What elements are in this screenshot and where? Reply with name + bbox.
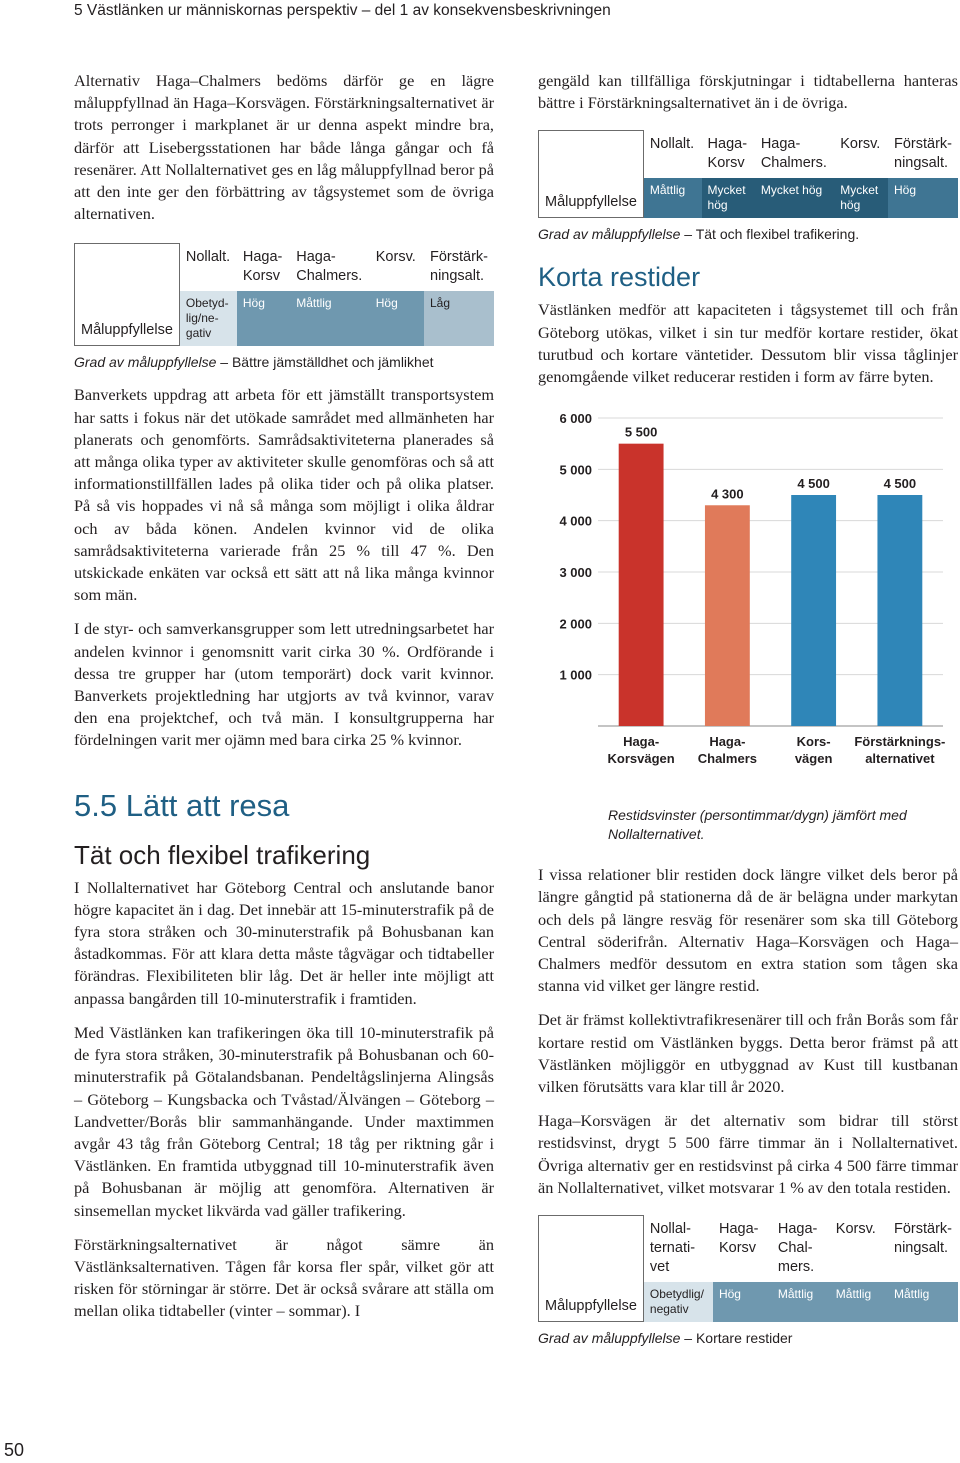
table-caption: Grad av måluppfyllelse – Bättre jämställdhet och jämlikhet: [74, 354, 434, 371]
table-header: Haga- Chalmers.: [760, 136, 827, 172]
paragraph-forstarkning: Förstärkningsalternativet är något sämre än Västlänksalternativen. Tågen får korsa fler spår, vilket gör att risken för störningar är större. Det är också svårare att ställa om mellan olika tidtabeller (vinter – sommar). I: [74, 1234, 494, 1321]
bar: [791, 495, 836, 726]
table-cell: Mycket hög: [834, 178, 888, 218]
paragraph-restider: Västlänken medför att kapaciteten i tågsystemet till och från Göteborg utökas, vilket i sin tur medför kortare restider, ökat turutbud och kortare väntetider. Dessutom blir vissa tåglinjer genomgående vilket reducerar restiden i form av färre byten.: [538, 300, 958, 387]
table-cell: Obetyd- lig/ne- gativ: [180, 291, 237, 346]
bar: [705, 505, 750, 726]
table-header: Förstärk- ningsalt.: [430, 249, 488, 285]
paragraph-capacity: I Nollalternativet har Göteborg Central och anslutande banor högre kapacitet än i dag. Det innebär att 15-minuterstrafik på de fyra stora stråken och 30-minuterstrafik på Bohusbanan kan åstadkommas. För att klara detta måste tågvägar och tidtabeller förändras. Flexibiliteten blir låg. Det är heller inte möjligt att anpassa bangården till 10-minuterstrafik i framtiden.: [74, 877, 494, 1008]
table-header: Haga- Korsv: [707, 136, 748, 172]
top-paragraph: gengäld kan tillfälliga förskjutningar i tidtabellerna hanteras bättre i Förstärkningsalternativet än i de övriga.: [538, 71, 958, 113]
left-column: [74, 70, 494, 1323]
page-number: 50: [4, 1440, 25, 1460]
table-caption: Grad av måluppfyllelse – Tät och flexibel trafikering.: [538, 226, 860, 243]
table-caption: Grad av måluppfyllelse – Kortare restider: [538, 1330, 793, 1347]
table-cell: Måttlig: [290, 291, 370, 346]
table-header: Korsv.: [840, 136, 881, 153]
goal-table-travel-time: [538, 1215, 958, 1322]
paragraph-relations: I vissa relationer blir restiden dock längre vilket dels beror på längre gångtid på stationerna då de är belägna under markytan och dels på längre resväg för resenärer som ska till Göteborg Central söderifrån. Alternativ Haga–Korsvägen och Haga–Chalmers medför dessutom en extra station som tågen ska stanna vid vilket ger längre restid.: [538, 865, 958, 996]
y-tick-label: 6 000: [559, 411, 592, 427]
table-header: Korsv.: [375, 249, 416, 266]
table-cell: Hög: [888, 178, 958, 218]
table-header: Haga- Korsv: [242, 249, 283, 285]
x-tick-label: Haga-Chalmers: [697, 734, 757, 767]
table-cell: Obetydlig/ negativ: [644, 1282, 713, 1322]
table-header: Nollal- ternati- vet: [649, 1221, 696, 1276]
paragraph-haga: Haga–Korsvägen är det alternativ som bidrar till störst restidsvinst, drygt 5 500 färre timmar än i Nollalternativet. Övriga alternativ ger en restidsvinst på cirka 4 500 färre timmar än Nollalternativet, vilket motsvarar 1 % av den totala restiden.: [538, 1111, 958, 1197]
paragraph-equality: Banverkets uppdrag att arbeta för ett jämställt transportsystem har satts i fokus när det utökade samrådet med allmänheten har planerats och genomförts. Samrådsaktiviteterna planerades så att många olika typer av aktiviteter skulle genomföras och så att informationstillfällen lades på olika tider och på olika platser. På så vis hoppades vi nå så många som möjligt i olika åldrar och av båda könen. Andelen kvinnor vid de olika samrådsaktiviteterna varierade från 25 % till 47 %. Den utskickade enkäten var också ett sätt att nå lika många kvinnor som män.: [74, 385, 494, 605]
x-tick-label: Förstärknings-alternativet: [854, 734, 946, 767]
table-header: Förstärk- ningsalt.: [894, 136, 952, 172]
paragraph-boras: Det är främst kollektivtrafikresenärer till och från Borås som får kortare restid om Västlänken byggs. Detta beror främst på att Västlänken möjliggör en utbyggnad av Kust till kustbanan vilken förutsätts vara klar till år 2020.: [538, 1010, 958, 1097]
bar: [619, 444, 664, 726]
table-cell: Mycket hög: [755, 178, 834, 218]
bar: [877, 495, 922, 726]
table-row-label: Måluppfyllelse: [74, 243, 180, 346]
table-row-label: Måluppfyllelse: [538, 1215, 644, 1322]
table-cell: Hög: [370, 291, 424, 346]
table-cell: Låg: [424, 291, 494, 346]
subheading: Tät och flexibel trafikering: [74, 839, 371, 870]
data-label: 4 300: [711, 486, 744, 502]
x-tick-label: Kors-vägen: [794, 734, 833, 767]
table-header: Haga- Chal- mers.: [777, 1221, 818, 1276]
data-label: 4 500: [883, 476, 917, 492]
table-header: Nollalt.: [185, 249, 231, 266]
right-column: [538, 70, 958, 1346]
heading-restider: Korta restider: [538, 262, 701, 293]
y-tick-label: 4 000: [559, 513, 592, 529]
running-head: 5 Västlänken ur människornas perspektiv – del 1 av konsekvensbeskrivningen: [74, 2, 611, 19]
goal-table-equality: [74, 243, 494, 346]
paragraph-vastlanken: Med Västlänken kan trafikeringen öka till 10-minuterstrafik på de fyra stora stråken, 30-minuterstrafik på Bohusbanan och 60-minuterstrafik på Götalandsbanan. Pendeltågslinjerna Alingsås – Göteborg – Kungsbacka och Tvåstad/Älvängen – Göteborg – Landvetter/Borås blir sammanhängande. Under maxtimmen avgår 43 tåg från Göteborg Central; 18 tåg per riktning går i Västlänken. En framtida utbyggnad till 10-minuterstrafik även på Bohusbanan är möjlig att genomföra. Alternativen är sinsemellan mycket likvärda vad gäller trafikering.: [74, 1022, 494, 1220]
goal-table-traffic: [538, 130, 958, 218]
y-tick-label: 2 000: [559, 616, 592, 632]
table-header: Korsv.: [835, 1221, 876, 1238]
table-row-label: Måluppfyllelse: [538, 130, 644, 218]
table-cell: Måttlig: [772, 1282, 830, 1322]
chart-caption: Restidsvinster (persontimmar/dygn) jämfört med Nollalternativet.: [608, 807, 907, 843]
table-cell: Måttlig: [830, 1282, 888, 1322]
data-label: 4 500: [797, 476, 830, 492]
table-cell: Måttlig: [644, 178, 702, 218]
table-cell: Hög: [713, 1282, 772, 1322]
y-tick-label: 5 000: [559, 462, 592, 478]
table-cell: Måttlig: [888, 1282, 958, 1322]
y-tick-label: 3 000: [559, 565, 592, 581]
table-header: Förstärk- ningsalt.: [894, 1221, 952, 1257]
table-header: Haga- Chalmers.: [296, 249, 363, 285]
section-heading: 5.5 Lätt att resa: [74, 787, 290, 823]
x-tick-label: Haga-Korsvägen: [607, 734, 675, 767]
travel-time-chart: [538, 406, 958, 796]
paragraph-groups: I de styr- och samverkansgrupper som lett utredningsarbetet har andelen kvinnor i genomsnitt varit cirka 30 %. Ordförande i dessa tre grupper har (utom temporärt) dock varit kvinnor. Banverkets projektledning har utgjorts av två kvinnor, varav den ena projektchef, och två män. I konsultgrupperna har fördelningen varit mer ojämn med bara cirka 25 % kvinnor.: [74, 619, 494, 750]
table-cell: Mycket hög: [702, 178, 755, 218]
y-tick-label: 1 000: [559, 667, 592, 683]
table-header: Haga- Korsv: [718, 1221, 759, 1257]
intro-paragraph: Alternativ Haga–Chalmers bedöms därför ge en lägre måluppfyllnad än Haga–Korsvägen. Förstärkningsalternativet är trots perronger i markplanet är ur denna aspekt mindre bra, därför att Lisebergsstationen har både långa gångar och få resenärer. Att Nollalternativet ges en låg måluppfyllnad beror på att den inte ger den förbättring av tågsystemet som de övriga alternativen.: [74, 71, 494, 224]
data-label: 5 500: [624, 424, 658, 440]
table-header: Nollalt.: [649, 136, 695, 153]
table-cell: Hög: [237, 291, 290, 346]
